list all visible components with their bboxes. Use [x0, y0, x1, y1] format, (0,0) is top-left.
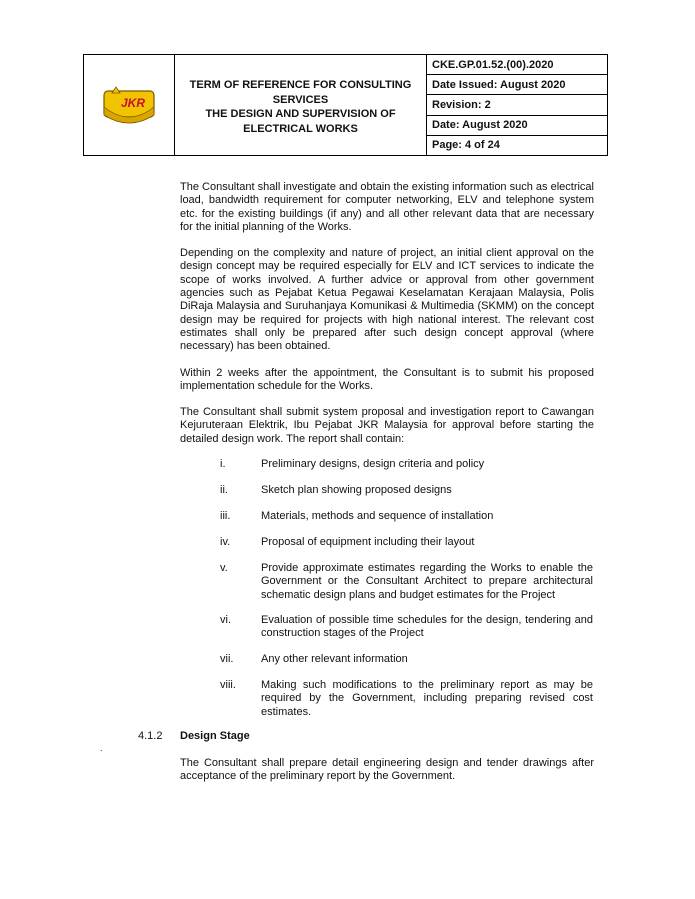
document-info	[427, 55, 607, 155]
body-content	[180, 181, 594, 459]
paragraph-concept-approval: Depending on the complexity and nature of project, an initial client approval on the design concept may be required especially for ELV and ICT services to indicate the scope of works involved. A further advice or approval from other government agencies such as Pejabat Ketua Pegawai Keselamatan Kerajaan Malaysia, Polis DiRaja Malaysia and Suruhanjaya Komunikasi & Multimedia (SKMM) on the concept design may be required for projects with high national interest. The relevant cost estimates shall only be prepared after such design concept approval (where necessary) has been obtained.	[180, 247, 594, 353]
list-item-text: Sketch plan showing proposed designs	[261, 484, 452, 496]
list-item-text: Any other relevant information	[261, 653, 408, 665]
list-item-number: iii.	[220, 510, 231, 522]
section-heading	[138, 730, 250, 742]
list-item-text: Proposal of equipment including their layout	[261, 536, 475, 548]
revision: Revision: 2	[427, 95, 607, 115]
list-item-number: v.	[220, 562, 228, 574]
section-title: Design Stage	[180, 730, 250, 742]
list-item-number: i.	[220, 458, 226, 470]
list-item-text: Preliminary designs, design criteria and policy	[261, 458, 485, 470]
list-item-text: Materials, methods and sequence of installation	[261, 510, 494, 522]
title-line-4: ELECTRICAL WORKS	[243, 122, 358, 135]
page-number: Page: 4 of 24	[432, 139, 500, 152]
title-line-1: TERM OF REFERENCE FOR CONSULTING	[189, 79, 412, 91]
list-item-number: ii.	[220, 484, 228, 496]
date: Date: August 2020	[427, 116, 607, 136]
list-item-text: Evaluation of possible time schedules for the design, tendering and construction stages of the Project	[261, 614, 593, 640]
document-header-table	[83, 54, 608, 156]
paragraph-existing-info: The Consultant shall investigate and obtain the existing information such as electrical load, bandwidth requirement for computer networking, ELV and telephone system etc. for the existing buildings (if any) and all other relevant data that are necessary for the initial planning of the Works.	[180, 181, 594, 233]
list-item-number: vi.	[220, 614, 231, 626]
doc-code: CKE.GP.01.52.(00).2020	[427, 55, 607, 75]
list-item-text: Making such modifications to the preliminary report as may be required by the Government, including preparing revised cost estimates.	[261, 679, 593, 718]
paragraph-system-proposal: The Consultant shall submit system proposal and investigation report to Cawangan Kejuruteraan Elektrik, Ibu Pejabat JKR Malaysia for approval before starting the detailed design work. The report shall contain:	[180, 406, 594, 445]
paragraph-design-stage: The Consultant shall prepare detail engineering design and tender drawings after acceptance of the preliminary report by the Government.	[180, 757, 594, 783]
date-issued: Date Issued: August 2020	[427, 75, 607, 95]
document-title	[175, 55, 427, 155]
stray-mark: .	[100, 743, 103, 753]
logo-text: JKR	[120, 96, 146, 110]
logo-cell	[84, 55, 175, 155]
list-item-number: viii.	[220, 679, 236, 691]
list-item-number: iv.	[220, 536, 231, 548]
list-item-number: vii.	[220, 653, 234, 665]
title-line-2: SERVICES	[272, 93, 329, 106]
paragraph-implementation-schedule: Within 2 weeks after the appointment, the Consultant is to submit his proposed implementation schedule for the Works.	[180, 366, 594, 392]
jkr-logo-icon	[100, 85, 158, 125]
section-number: 4.1.2	[138, 730, 163, 742]
list-item-text: Provide approximate estimates regarding the Works to enable the Government or the Consultant Architect to prepare architectural schematic design plans and budget estimates for the Project	[261, 562, 593, 601]
title-line-3: THE DESIGN AND SUPERVISION OF	[205, 108, 396, 120]
